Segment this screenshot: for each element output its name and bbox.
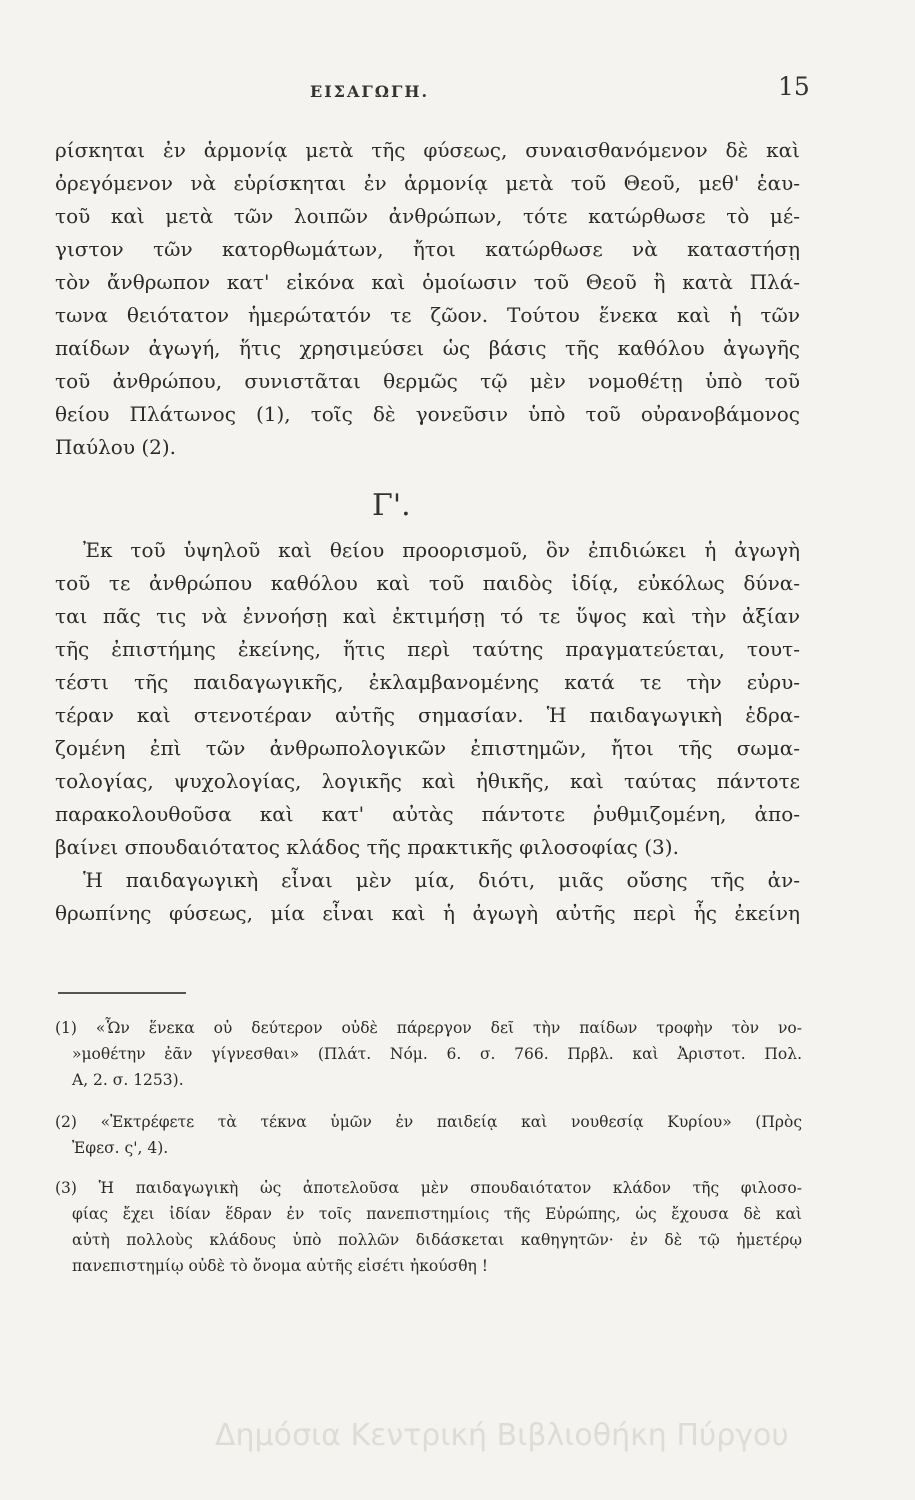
footnote-line: (2) «Ἐκτρέφετε τὰ τέκνα ὑμῶν ἐν παιδείᾳ καὶ νουθεσίᾳ Κυρίου» (Πρὸς xyxy=(55,1113,802,1131)
page-number: 15 xyxy=(778,72,810,101)
footnote-line: πανεπιστημίῳ οὐδὲ τὸ ὄνομα αὐτῆς εἰσέτι ἠκούσθη ! xyxy=(72,1257,488,1275)
text-line: τωνα θειότατον ἡμερώτατόν τε ζῶον. Τούτου ἕνεκα καὶ ἡ τῶν xyxy=(55,303,800,327)
text-line: τοῦ ἀνθρώπου, συνιστᾶται θερμῶς τῷ μὲν νομοθέτῃ ὑπὸ τοῦ xyxy=(55,369,800,393)
text-line: τῆς ἐπιστήμης ἐκείνης, ἥτις περὶ ταύτης πραγματεύεται, τουτ- xyxy=(55,637,800,661)
footnote-line: Α, 2. σ. 1253). xyxy=(72,1071,184,1089)
text-line: ζομένη ἐπὶ τῶν ἀνθρωπολογικῶν ἐπιστημῶν, ἤτοι τῆς σωμα- xyxy=(55,736,800,760)
text-line: Ἐκ τοῦ ὑψηλοῦ καὶ θείου προορισμοῦ, ὃν ἐπιδιώκει ἡ ἀγωγὴ xyxy=(83,538,800,562)
footnote-line: φίας ἔχει ἰδίαν ἕδραν ἐν τοῖς πανεπιστημίοις τῆς Εὐρώπης, ὡς ἔχουσα δὲ καὶ xyxy=(72,1205,802,1223)
text-line: θείου Πλάτωνος (1), τοῖς δὲ γονεῦσιν ὑπὸ τοῦ οὐρανοβάμονος xyxy=(55,402,800,426)
text-line: ται πᾶς τις νὰ ἐννοήσῃ καὶ ἐκτιμήσῃ τό τε ὕψος καὶ τὴν ἀξίαν xyxy=(55,604,800,628)
library-watermark: Δημόσια Κεντρική Βιβλιοθήκη Πύργου xyxy=(215,1418,789,1453)
footnote-line: (3) Ἡ παιδαγωγικὴ ὡς ἀποτελοῦσα μὲν σπουδαιότατον κλάδον τῆς φιλοσο- xyxy=(55,1179,802,1197)
text-line: τέστι τῆς παιδαγωγικῆς, ἐκλαμβανομένης κατά τε τὴν εὐρυ- xyxy=(55,670,800,694)
running-head xyxy=(0,70,915,110)
text-line: παίδων ἀγωγή, ἥτις χρησιμεύσει ὡς βάσις τῆς καθόλου ἀγωγῆς xyxy=(55,336,800,360)
footnote-line: Ἐφεσ. ς', 4). xyxy=(72,1139,169,1157)
text-line: Ἡ παιδαγωγικὴ εἶναι μὲν μία, διότι, μιᾶς οὔσης τῆς ἀν- xyxy=(83,868,800,892)
footnote-rule xyxy=(58,992,186,994)
footnote-line: (1) «Ὧν ἕνεκα οὐ δεύτερον οὐδὲ πάρεργον δεῖ τὴν παίδων τροφὴν τὸν νο- xyxy=(55,1019,802,1037)
footnote-line: αὐτὴ πολλοὺς κλάδους ὑπὸ πολλῶν διδάσκεται καθηγητῶν· ἐν δὲ τῷ ἡμετέρῳ xyxy=(72,1231,802,1249)
text-line: γιστον τῶν κατορθωμάτων, ἤτοι κατώρθωσε νὰ καταστήσῃ xyxy=(55,237,800,261)
text-line: βαίνει σπουδαιότατος κλάδος τῆς πρακτικῆς φιλοσοφίας (3). xyxy=(55,835,679,859)
text-line: τὸν ἄνθρωπον κατ' εἰκόνα καὶ ὁμοίωσιν τοῦ Θεοῦ ἢ κατὰ Πλά- xyxy=(55,270,800,294)
section-heading: Γ'. xyxy=(372,488,411,523)
text-line: παρακολουθοῦσα καὶ κατ' αὐτὰς πάντοτε ῥυθμιζομένη, ἀπο- xyxy=(55,802,800,826)
footnote-line: »μοθέτην ἐᾶν γίγνεσθαι» (Πλάτ. Νόμ. 6. σ. 766. Πρβλ. καὶ Ἀριστοτ. Πολ. xyxy=(72,1045,802,1063)
text-line: θρωπίνης φύσεως, μία εἶναι καὶ ἡ ἀγωγὴ αὐτῆς περὶ ἧς ἐκείνη xyxy=(55,901,800,925)
text-line: τοῦ τε ἀνθρώπου καθόλου καὶ τοῦ παιδὸς ἰδίᾳ, εὐκόλως δύνα- xyxy=(55,571,800,595)
text-line: ρίσκηται ἐν ἁρμονίᾳ μετὰ τῆς φύσεως, συναισθανόμενον δὲ καὶ xyxy=(55,138,800,162)
text-line: ὀρεγόμενον νὰ εὑρίσκηται ἐν ἁρμονίᾳ μετὰ τοῦ Θεοῦ, μεθ' ἑαυ- xyxy=(55,171,800,195)
running-title: ΕΙΣΑΓΩΓΗ. xyxy=(310,82,430,101)
text-line: τέραν καὶ στενοτέραν αὐτῆς σημασίαν. Ἡ παιδαγωγικὴ ἑδρα- xyxy=(55,703,800,727)
text-line: τοῦ καὶ μετὰ τῶν λοιπῶν ἀνθρώπων, τότε κατώρθωσε τὸ μέ- xyxy=(55,204,800,228)
text-line: τολογίας, ψυχολογίας, λογικῆς καὶ ἠθικῆς, καὶ ταύτας πάντοτε xyxy=(55,769,800,793)
text-line: Παύλου (2). xyxy=(55,435,177,459)
